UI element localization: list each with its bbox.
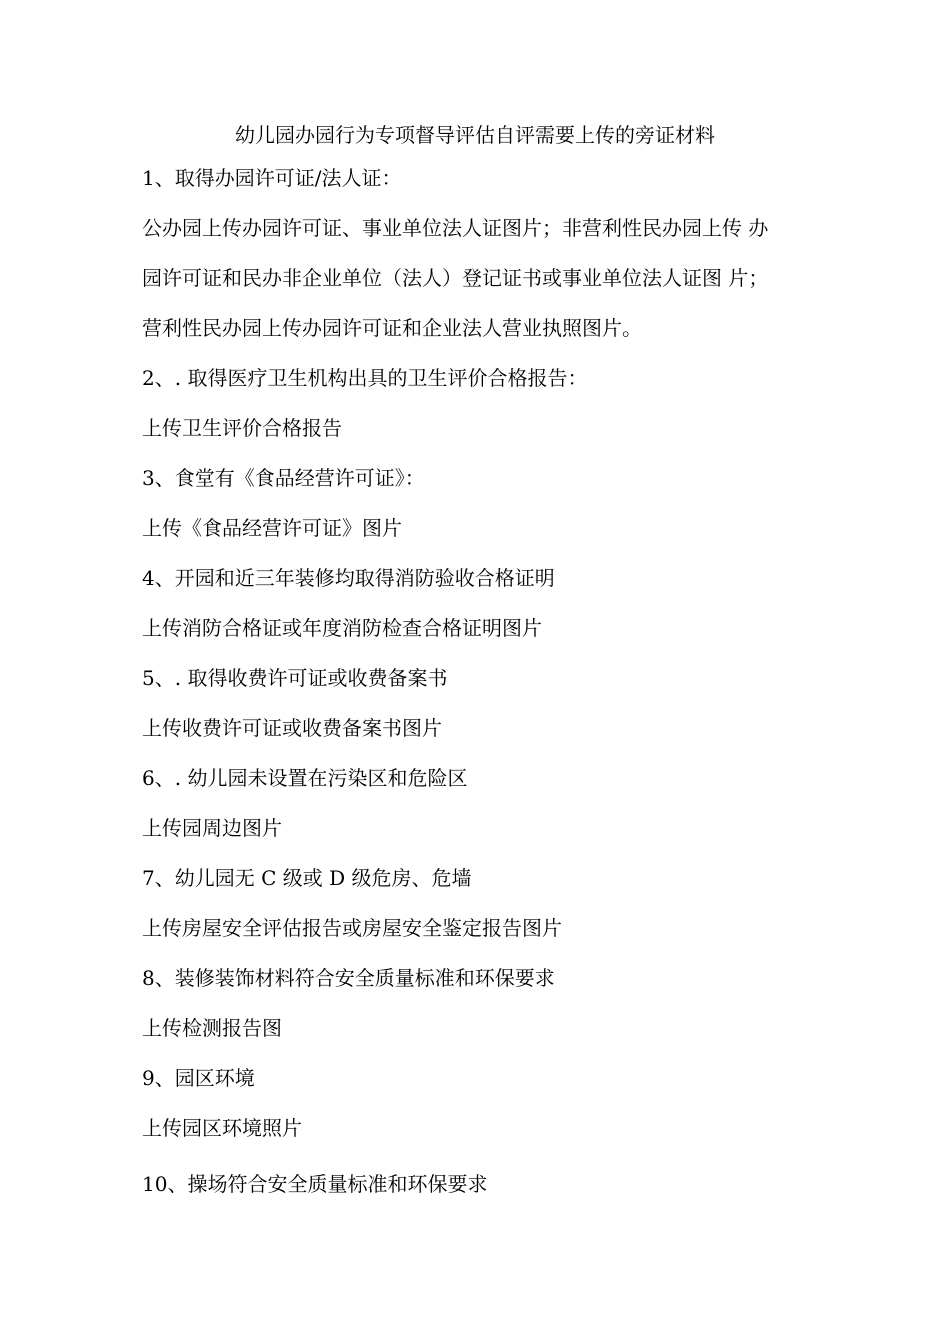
item-3-heading: 3、食堂有《食品经营许可证》：: [142, 466, 425, 490]
item-1-desc-line-1: 公办园上传办园许可证、事业单位法人证图片；非营利性民办园上传 办: [142, 216, 769, 240]
item-1-heading: 1、取得办园许可证/法人证：: [142, 166, 402, 190]
item-7-heading: 7、幼儿园无 C 级或 D 级危房、危墙: [142, 866, 472, 890]
item-4-heading: 4、开园和近三年装修均取得消防验收合格证明: [142, 566, 555, 590]
item-6-desc: 上传园周边图片: [142, 816, 282, 840]
item-3-desc: 上传《食品经营许可证》图片: [142, 516, 402, 540]
document-title: 幼儿园办园行为专项督导评估自评需要上传的旁证材料: [235, 123, 715, 147]
item-1-desc-line-2: 园许可证和民办非企业单位（法人）登记证书或事业单位法人证图 片；: [142, 266, 769, 290]
item-5-desc: 上传收费许可证或收费备案书图片: [142, 716, 442, 740]
item-2-desc: 上传卫生评价合格报告: [142, 416, 342, 440]
item-10-heading: 10、操场符合安全质量标准和环保要求: [142, 1172, 488, 1196]
item-6-heading: 6、. 幼儿园未设置在污染区和危险区: [142, 766, 468, 790]
item-4-desc: 上传消防合格证或年度消防检查合格证明图片: [142, 616, 542, 640]
item-8-desc: 上传检测报告图: [142, 1016, 282, 1040]
item-1-desc-line-3: 营利性民办园上传办园许可证和企业法人营业执照图片。: [142, 316, 642, 340]
item-8-heading: 8、装修装饰材料符合安全质量标准和环保要求: [142, 966, 555, 990]
item-9-desc: 上传园区环境照片: [142, 1116, 302, 1140]
item-2-heading: 2、. 取得医疗卫生机构出具的卫生评价合格报告：: [142, 366, 588, 390]
item-5-heading: 5、. 取得收费许可证或收费备案书: [142, 666, 448, 690]
item-7-desc: 上传房屋安全评估报告或房屋安全鉴定报告图片: [142, 916, 562, 940]
item-9-heading: 9、园区环境: [142, 1066, 255, 1090]
